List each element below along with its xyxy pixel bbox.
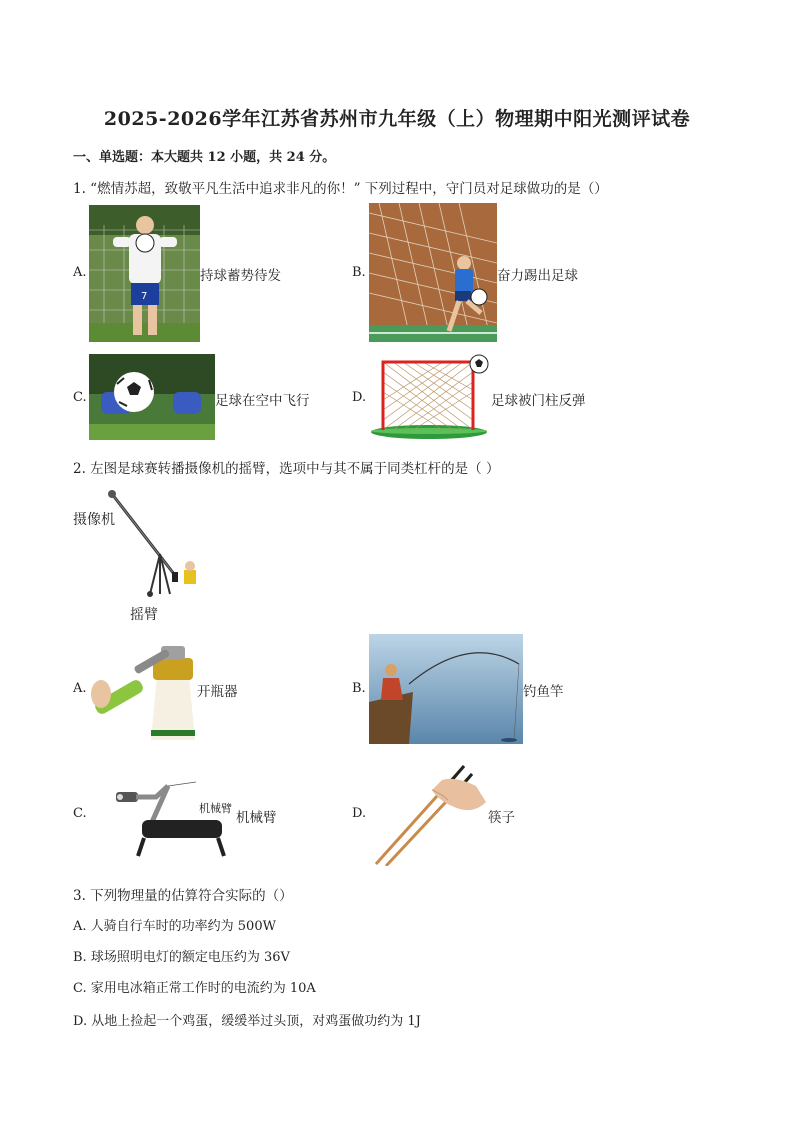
q3-option-c: C. 家用电冰箱正常工作时的电流约为 10A bbox=[73, 981, 316, 996]
q1-option-c-letter: C. bbox=[73, 390, 87, 405]
q2-option-c-letter: C. bbox=[73, 806, 87, 821]
q2-option-c-text: 机械臂 bbox=[236, 810, 277, 826]
mechanical-arm-image bbox=[108, 780, 236, 862]
q1-option-d-text: 足球被门柱反弹 bbox=[491, 393, 586, 409]
q3-option-d: D. 从地上捡起一个鸡蛋，缓缓举过头顶，对鸡蛋做功约为 1J bbox=[73, 1014, 421, 1029]
q1-option-a-text: 持球蓄势待发 bbox=[200, 268, 281, 284]
chopsticks-image bbox=[372, 762, 488, 866]
arm-label: 摇臂 bbox=[130, 607, 158, 623]
q2-option-a-text: 开瓶器 bbox=[197, 684, 238, 700]
q2-option-d-letter: D. bbox=[352, 806, 367, 821]
mechanical-arm-inner-label: 机械臂 bbox=[199, 802, 232, 815]
bottle-opener-image bbox=[89, 636, 197, 740]
svg-text:7: 7 bbox=[141, 291, 148, 302]
q3-option-a: A. 人骑自行车时的功率约为 500W bbox=[73, 919, 276, 934]
q2-option-b-text: 钓鱼竿 bbox=[523, 684, 564, 700]
camera-label: 摄像机 bbox=[73, 512, 115, 528]
q1-option-c-text: 足球在空中飞行 bbox=[215, 393, 310, 409]
question-1-stem: 1. “燃情苏超，致敬平凡生活中追求非凡的你！” 下列过程中，守门员对足球做功的是（） bbox=[73, 181, 608, 197]
q2-option-b-letter: B. bbox=[352, 681, 366, 696]
fishing-rod-image bbox=[369, 634, 523, 744]
q3-option-b: B. 球场照明电灯的额定电压约为 36V bbox=[73, 950, 290, 965]
goalkeeper-holding-ball-image bbox=[89, 205, 200, 342]
q1-option-b-text: 奋力踢出足球 bbox=[497, 268, 578, 284]
q1-option-a-letter: A. bbox=[73, 265, 87, 280]
q2-option-d-text: 筷子 bbox=[488, 810, 515, 826]
page-title: 2025-2026学年江苏省苏州市九年级（上）物理期中阳光测评试卷 bbox=[103, 108, 691, 130]
player-kicking-ball-image bbox=[369, 203, 497, 342]
ball-hitting-goalpost-image bbox=[369, 354, 491, 440]
ball-in-flight-image bbox=[89, 354, 215, 440]
q1-option-b-letter: B. bbox=[352, 265, 366, 280]
section-heading: 一、单选题：本大题共 12 小题，共 24 分。 bbox=[73, 150, 336, 165]
question-3-stem: 3. 下列物理量的估算符合实际的（） bbox=[73, 888, 293, 904]
q1-option-d-letter: D. bbox=[352, 390, 367, 405]
q2-option-a-letter: A. bbox=[73, 681, 87, 696]
camera-crane-arm-image bbox=[104, 488, 206, 600]
question-2-stem: 2. 左图是球赛转播摄像机的摇臂，选项中与其不属于同类杠杆的是（ ） bbox=[73, 461, 500, 477]
